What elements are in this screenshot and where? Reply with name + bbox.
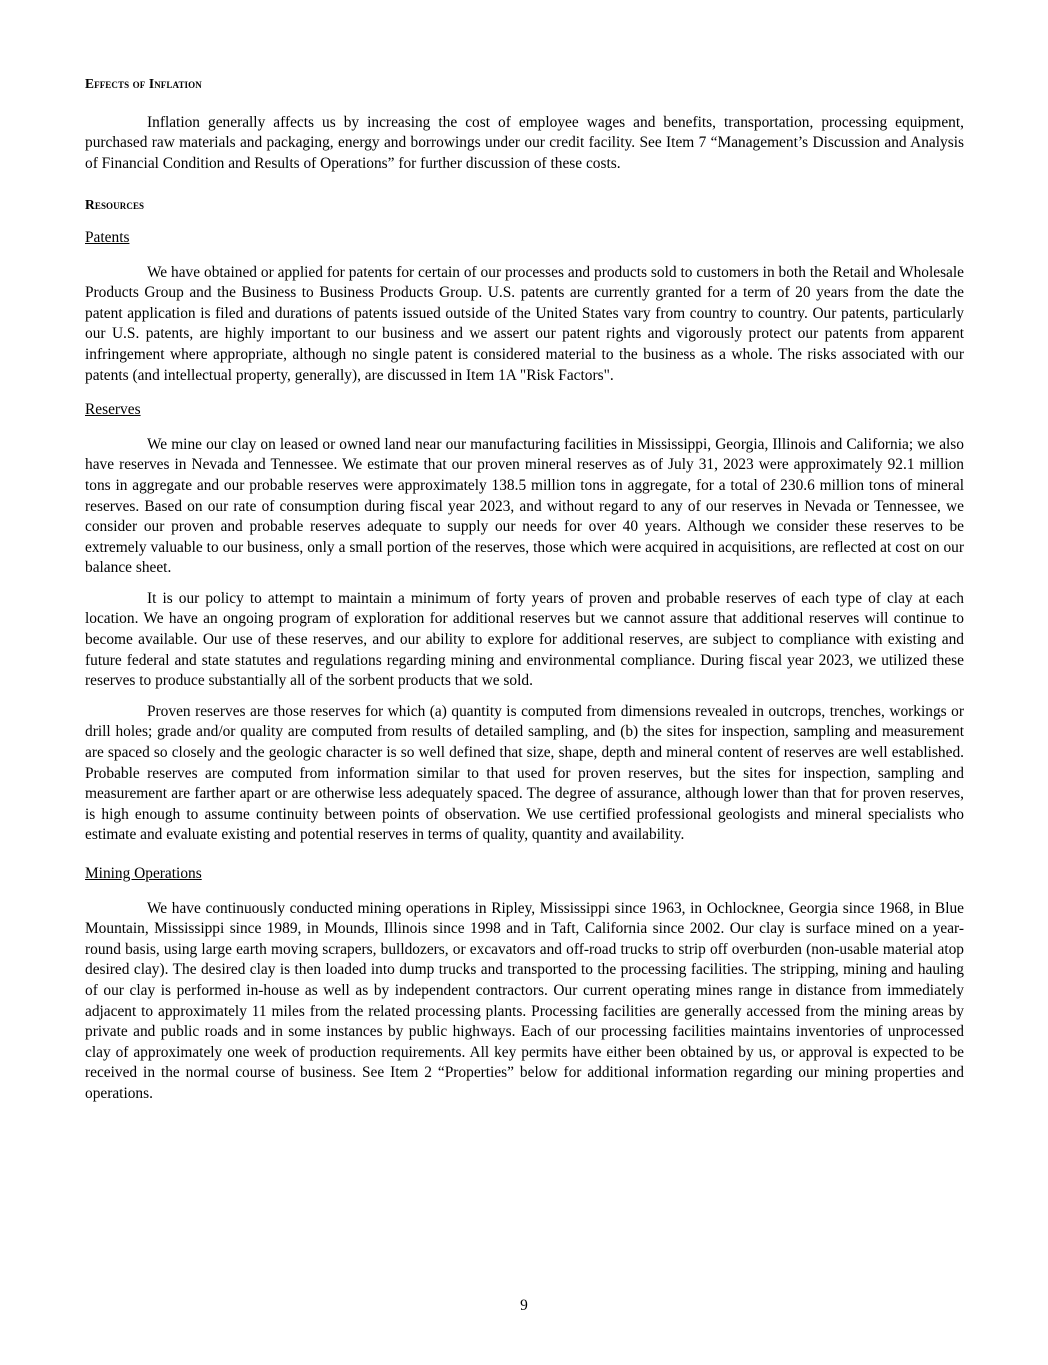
- reserves-paragraph: We mine our clay on leased or owned land near our manufacturing facilities in Mississippi, Georgia, Illinois and California; we also have reserves in Nevada and Tennessee. We estimate that our proven mineral reserves as of July 31, 2023 were approximately 92.1 million tons in aggregate and our probable reserves were approximately 138.5 million tons in aggregate, for a total of 230.6 million tons of mineral reserves. Based on our rate of consumption during fiscal year 2023, and without regard to any of our reserves in Nevada or Tennessee, we consider our proven and probable reserves adequate to supply our needs for over 40 years. Although we consider these reserves to be extremely valuable to our business, only a small portion of the reserves, those which were acquired in acquisitions, are reflected at cost on our balance sheet.: [85, 435, 964, 577]
- inflation-paragraph: Inflation generally affects us by increasing the cost of employee wages and benefits, transportation, processing equipment, purchased raw materials and packaging, energy and borrowings under our credit facility. See Item 7 “Management’s Discussion and Analysis of Financial Condition and Results of Operations” for further discussion of these costs.: [85, 113, 964, 172]
- mining-paragraph: We have continuously conducted mining operations in Ripley, Mississippi since 1963, in Ochlocknee, Georgia since 1968, in Blue Mountain, Mississippi since 1989, in Mounds, Illinois since 1998 and in Taft, California since 2002. Our clay is surface mined on a year-round basis, using large earth moving scrapers, bulldozers, or excavators and off-road trucks to strip off overburden (non-usable material atop desired clay). The desired clay is then loaded into dump trucks and transported to the processing facilities. The stripping, mining and hauling of our clay is performed in-house as well as by independent contractors. Our current operating mines range in distance from immediately adjacent to approximately 11 miles from the related processing plants. Processing facilities are generally accessed from the mining areas by private and public roads and in some instances by public highways. Each of our processing facilities maintains inventories of unprocessed clay of approximately one week of production requirements. All key permits have either been obtained by us, or approval is expected to be received in the normal course of business. See Item 2 “Properties” below for additional information regarding our mining properties and operations.: [85, 899, 964, 1102]
- reserves-paragraph: It is our policy to attempt to maintain a minimum of forty years of proven and probable reserves of each type of clay at each location. We have an ongoing program of exploration for additional reserves but we cannot assure that additional reserves will continue to become available. Our use of these reserves, and our ability to explore for additional reserves, are subject to compliance with existing and future federal and state statutes and regulations regarding mining and environmental compliance. During fiscal year 2023, we utilized these reserves to produce substantially all of the sorbent products that we sold.: [85, 589, 964, 690]
- patents-paragraph: We have obtained or applied for patents for certain of our processes and products sold to customers in both the Retail and Wholesale Products Group and the Business to Business Products Group. U.S. patents are currently granted for a term of 20 years from the date the patent application is filed and durations of patents issued outside of the United States vary from country to country. Our patents, particularly our U.S. patents, are highly important to our business and we assert our patent rights and vigorously protect our patents from apparent infringement where appropriate, although no single patent is considered material to the business as a whole. The risks associated with our patents (and intellectual property, generally), are discussed in Item 1A "Risk Factors".: [85, 263, 964, 384]
- subheading-reserves: Reserves: [85, 401, 141, 419]
- subheading-mining-operations: Mining Operations: [85, 865, 202, 882]
- document-page: [85, 74, 964, 1105]
- reserves-paragraph: Proven reserves are those reserves for which (a) quantity is computed from dimensions revealed in outcrops, trenches, workings or drill holes; grade and/or quality are computed from results of detailed sampling, and (b) the sites for inspection, sampling and measurement are spaced so closely and the geologic character is so well defined that size, shape, depth and mineral content of reserves are well established. Probable reserves are computed from information similar to that used for proven reserves, but the sites for inspection, sampling and measurement are farther apart or are otherwise less adequately spaced. The degree of assurance, although lower than that for proven reserves, is high enough to assume continuity between points of observation. We use certified professional geologists and mineral specialists who estimate and evaluate existing and potential reserves in terms of quality, quantity and availability.: [85, 702, 964, 844]
- section-heading-effects-of-inflation: Effects of Inflation: [85, 76, 202, 91]
- page-number: 9: [520, 1297, 528, 1314]
- subheading-patents: Patents: [85, 228, 130, 246]
- section-heading-resources: Resources: [85, 197, 145, 213]
